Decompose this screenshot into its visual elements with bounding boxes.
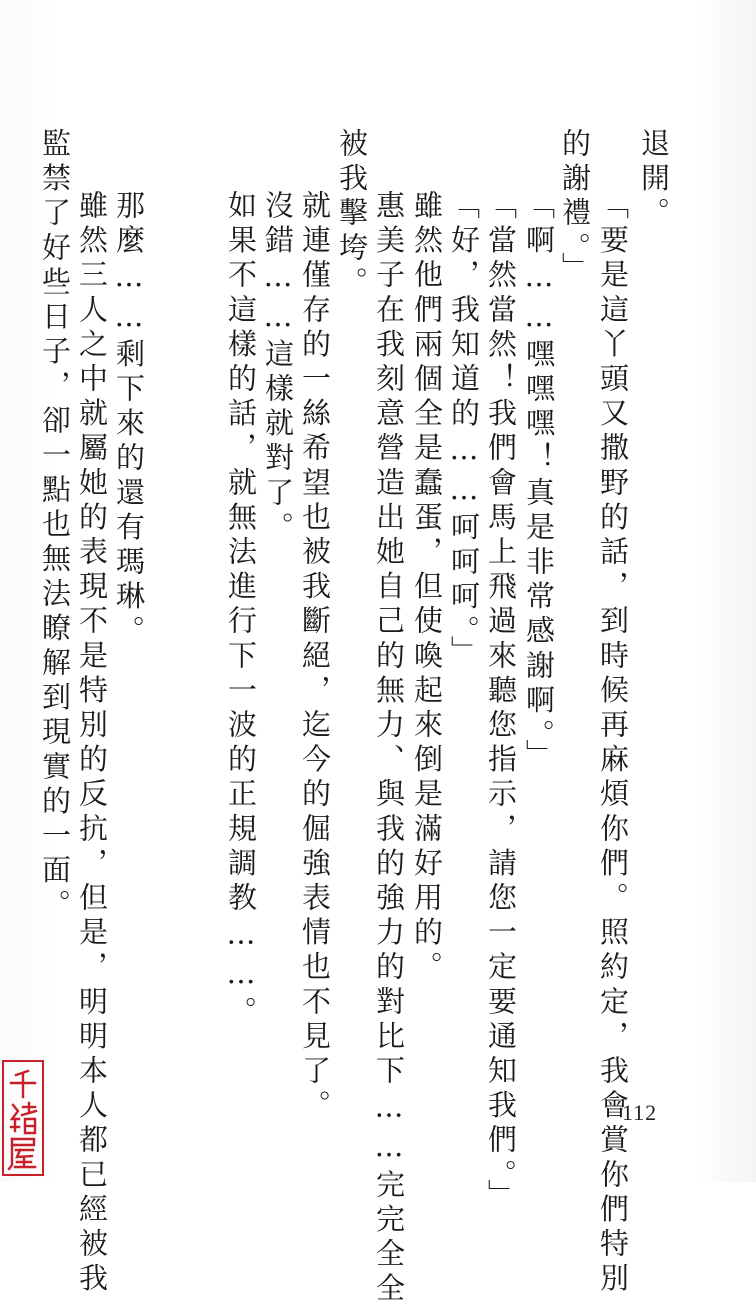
text-column: 雖然他們兩個全是蠢蛋，但使喚起來倒是滿好用的。 xyxy=(410,190,444,986)
seal-glyphs-icon xyxy=(6,1065,40,1171)
text-column: 「好，我知道的……呵呵呵。」 xyxy=(447,190,481,670)
text-column: 「要是這丫頭又撒野的話，到時候再麻煩你們。照約定，我會賞你們特別 xyxy=(596,190,630,1298)
text-column: 就連僅存的一絲希望也被我斷絕，迄今的倔強表情也不見了。 xyxy=(298,190,332,1125)
text-column: 退開。 xyxy=(637,128,671,232)
text-column: 雖然三人之中就屬她的表現不是特別的反抗，但是，明明本人都已經被我 xyxy=(75,190,109,1298)
text-column: 惠美子在我刻意營造出她自己的無力、與我的強力的對比下……完完全全 xyxy=(372,190,406,1307)
text-column: 「當然當然！我們會馬上飛過來聽您指示，請您一定要通知我們。」 xyxy=(484,190,518,1214)
publisher-seal xyxy=(2,1060,44,1176)
text-column: 「啊……嘿嘿嘿！真是非常感謝啊。」 xyxy=(522,190,556,774)
text-column: 沒錯……這樣就對了。 xyxy=(261,190,295,546)
text-column: 被我擊垮。 xyxy=(335,128,369,301)
text-column: 如果不這樣的話，就無法進行下一波的正規調教……。 xyxy=(224,190,258,1031)
page-number: 112 xyxy=(622,1100,658,1125)
text-column: 那麼……剩下來的還有瑪琳。 xyxy=(112,190,146,650)
text-column: 的謝禮。」 xyxy=(558,128,592,287)
text-column: 監禁了好些日子，卻一點也無法瞭解到現實的一面。 xyxy=(38,128,72,924)
